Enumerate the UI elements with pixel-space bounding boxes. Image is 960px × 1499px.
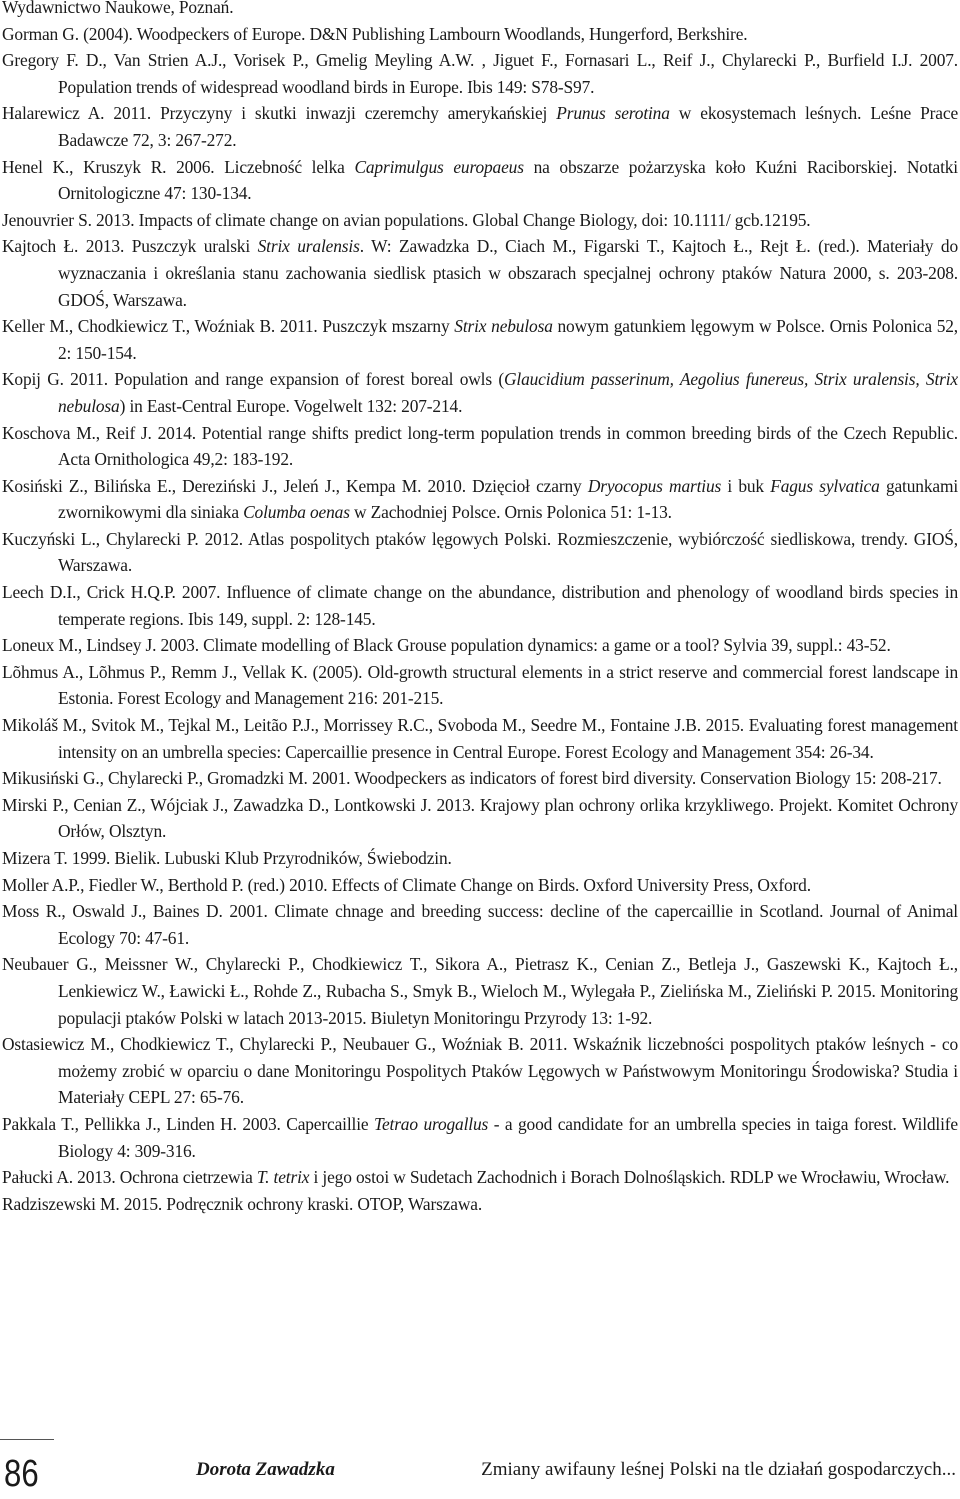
reference-text: Ostasiewicz M., Chodkiewicz T., Chylarecki P., Neubauer G., Woźniak B. 2011. Wskaźnik liczebności pospolitych ptaków leśnych - co możemy zrobić w oparciu o dane Monitoringu Pospolitych Ptaków Lęgowych w Państwowym Monitoringu Środowiska? Studia i Materiały CEPL 27: 65-76. <box>2 1034 958 1108</box>
reference-entry <box>2 473 958 526</box>
reference-text: i buk <box>721 475 771 496</box>
reference-entry <box>2 872 958 899</box>
reference-entry <box>2 47 958 100</box>
reference-text: Gorman G. (2004). Woodpeckers of Europe. D&N Publishing Lambourn Woodlands, Hungerford, Berkshire. <box>2 23 748 44</box>
footer-running-title: Zmiany awifauny leśnej Polski na tle działań gospodarczych... <box>481 1459 956 1480</box>
reference-entry <box>2 420 958 473</box>
reference-entry <box>2 632 958 659</box>
reference-entry <box>2 792 958 845</box>
reference-entry <box>2 951 958 1031</box>
reference-text: Kosiński Z., Bilińska E., Dereziński J., Jeleń J., Kempa M. 2010. Dzięcioł czarny <box>2 475 588 496</box>
reference-text: Jenouvrier S. 2013. Impacts of climate change on avian populations. Global Change Biology, doi: 10.1111/ gcb.12195. <box>2 209 811 230</box>
reference-entry <box>2 1111 958 1164</box>
reference-text: Leech D.I., Crick H.Q.P. 2007. Influence of climate change on the abundance, distribution and phenology of woodland birds species in temperate regions. Ibis 149, suppl. 2: 128-145. <box>2 582 958 629</box>
reference-text: Henel K., Kruszyk R. 2006. Liczebność lelka <box>2 156 355 177</box>
species-name: T. tetrix <box>256 1167 310 1188</box>
reference-entry <box>2 1191 958 1218</box>
species-name: Prunus serotina <box>556 103 670 124</box>
reference-text: w Zachodniej Polsce. Ornis Polonica 51: 1-13. <box>349 502 672 523</box>
reference-entry <box>2 313 958 366</box>
reference-text: gatunkami zwornikowymi dla siniaka <box>58 475 959 523</box>
reference-entry <box>2 526 958 579</box>
reference-entry <box>2 898 958 951</box>
reference-text: Halarewicz A. 2011. Przyczyny i skutki inwazji czeremchy amerykańskiej <box>2 103 557 124</box>
reference-text: Mikusiński G., Chylarecki P., Gromadzki M. 2001. Woodpeckers as indicators of forest bird diversity. Conservation Biology 15: 208-217. <box>2 768 942 789</box>
reference-text: Moller A.P., Fiedler W., Berthold P. (red.) 2010. Effects of Climate Change on Birds. Oxford University Press, Oxford. <box>2 874 811 895</box>
species-name: Caprimulgus europaeus <box>354 156 524 177</box>
footer-divider <box>0 1439 54 1440</box>
reference-text: Pakkala T., Pellikka J., Linden H. 2003. Capercaillie <box>2 1113 375 1134</box>
reference-text: . W: Zawadzka D., Ciach M., Figarski T., Kajtoch Ł., Rejt Ł. (red.). Materiały do wyznaczania i określania stanu zachowania siedlisk ptasich w obszarach specjalnej ochrony ptaków Natura 2000, s. 203-208. GDOŚ, Warszawa. <box>58 236 958 310</box>
footer-author: Dorota Zawadzka <box>196 1459 335 1480</box>
reference-entry <box>2 765 958 792</box>
reference-entry <box>2 1031 958 1111</box>
reference-text: Mirski P., Cenian Z., Wójciak J., Zawadzka D., Lontkowski J. 2013. Krajowy plan ochrony orlika krzykliwego. Projekt. Komitet Ochrony Orłów, Olsztyn. <box>2 794 958 842</box>
reference-entry <box>2 659 958 712</box>
species-name: Dryocopus martius <box>587 475 722 496</box>
reference-text: Kopij G. 2011. Population and range expansion of forest boreal owls ( <box>2 369 504 390</box>
reference-entry <box>2 207 958 234</box>
reference-text: Koschova M., Reif J. 2014. Potential range shifts predict long-term population trends in common breeding birds of the Czech Republic. Acta Ornithologica 49,2: 183-192. <box>2 422 958 470</box>
reference-text: nowym gatunkiem lęgowym w Polsce. Ornis Polonica 52, 2: 150-154. <box>58 316 958 363</box>
reference-entry <box>2 0 958 21</box>
reference-text: - a good candidate for an umbrella species in taiga forest. Wildlife Biology 4: 309-316. <box>58 1113 958 1161</box>
reference-entry <box>2 233 958 313</box>
reference-text: na obszarze pożarzyska koło Kuźni Raciborskiej. Notatki Ornitologiczne 47: 130-134. <box>58 156 958 204</box>
reference-entry <box>2 100 958 153</box>
reference-text: Kuczyński L., Chylarecki P. 2012. Atlas pospolitych ptaków lęgowych Polski. Rozmieszczenie, wybiórczość siedliskowa, trendy. GIOŚ, Warszawa. <box>2 528 958 576</box>
species-name: Strix uralensis <box>257 236 360 257</box>
reference-text: Wydawnictwo Naukowe, Poznań. <box>2 0 234 17</box>
reference-text: Mikoláš M., Svitok M., Tejkal M., Leitão P.J., Morrissey R.C., Svoboda M., Seedre M., Fontaine J.B. 2015. Evaluating forest management intensity on an umbrella species: Capercaillie presence in Central Europe. Forest Ecology and Management 354: 26-34. <box>2 715 958 762</box>
reference-text: Gregory F. D., Van Strien A.J., Vorisek P., Gmelig Meyling A.W. , Jiguet F., Fornasari L., Reif J., Chylarecki P., Burfield I.J. 2007. Population trends of widespread woodland birds in Europe. Ibis 149: S78-S97. <box>2 50 958 97</box>
reference-text: Lõhmus A., Lõhmus P., Remm J., Vellak K. (2005). Old-growth structural elements in a strict reserve and commercial forest landscape in Estonia. Forest Ecology and Management 216: 201-215. <box>2 661 958 709</box>
reference-text: Neubauer G., Meissner W., Chylarecki P., Chodkiewicz T., Sikora A., Pietrasz K., Cenian Z., Betleja J., Gaszewski K., Kajtoch Ł., Lenkiewicz W., Ławicki Ł., Rohde Z., Rubacha S., Smyk B., Wieloch M., Wylegała P., Zielińska M., Zieliński P. 2015. Monitoring populacji ptaków Polski w latach 2013-2015. Biuletyn Monitoringu Przyrody 13: 1-92. <box>2 954 958 1028</box>
reference-text: Loneux M., Lindsey J. 2003. Climate modelling of Black Grouse population dynamics: a game or a tool? Sylvia 39, suppl.: 43-52. <box>2 635 891 656</box>
reference-text: Pałucki A. 2013. Ochrona cietrzewia <box>2 1167 257 1188</box>
species-name: Glaucidium passerinum, Aegolius funereus, Strix uralensis, Strix nebulosa <box>58 369 959 416</box>
reference-text: w ekosystemach leśnych. Leśne Prace Badawcze 72, 3: 267-272. <box>58 103 959 150</box>
page-number: 86 <box>4 1453 39 1495</box>
reference-entry <box>2 21 958 48</box>
species-name: Fagus sylvatica <box>770 475 880 496</box>
reference-text: Mizera T. 1999. Bielik. Lubuski Klub Przyrodników, Świebodzin. <box>2 848 452 868</box>
reference-list <box>2 0 958 1217</box>
reference-entry <box>2 712 958 765</box>
reference-text: Radziszewski M. 2015. Podręcznik ochrony kraski. OTOP, Warszawa. <box>2 1193 483 1214</box>
reference-text: i jego ostoi w Sudetach Zachodnich i Borach Dolnośląskich. RDLP we Wrocławiu, Wrocław. <box>309 1167 950 1188</box>
reference-text: ) in East-Central Europe. Vogelwelt 132: 207-214. <box>119 395 463 416</box>
reference-entry <box>2 1164 958 1191</box>
species-name: Strix nebulosa <box>454 316 553 337</box>
reference-text: Moss R., Oswald J., Baines D. 2001. Climate chnage and breeding success: decline of the capercaillie in Scotland. Journal of Animal Ecology 70: 47-61. <box>2 901 958 948</box>
reference-text: Keller M., Chodkiewicz T., Woźniak B. 2011. Puszczyk mszarny <box>2 316 455 337</box>
species-name: Tetrao urogallus <box>374 1113 489 1134</box>
reference-entry <box>2 845 958 872</box>
species-name: Columba oenas <box>243 502 350 523</box>
reference-entry <box>2 154 958 207</box>
reference-entry <box>2 366 958 419</box>
reference-entry <box>2 579 958 632</box>
reference-text: Kajtoch Ł. 2013. Puszczyk uralski <box>2 236 258 257</box>
